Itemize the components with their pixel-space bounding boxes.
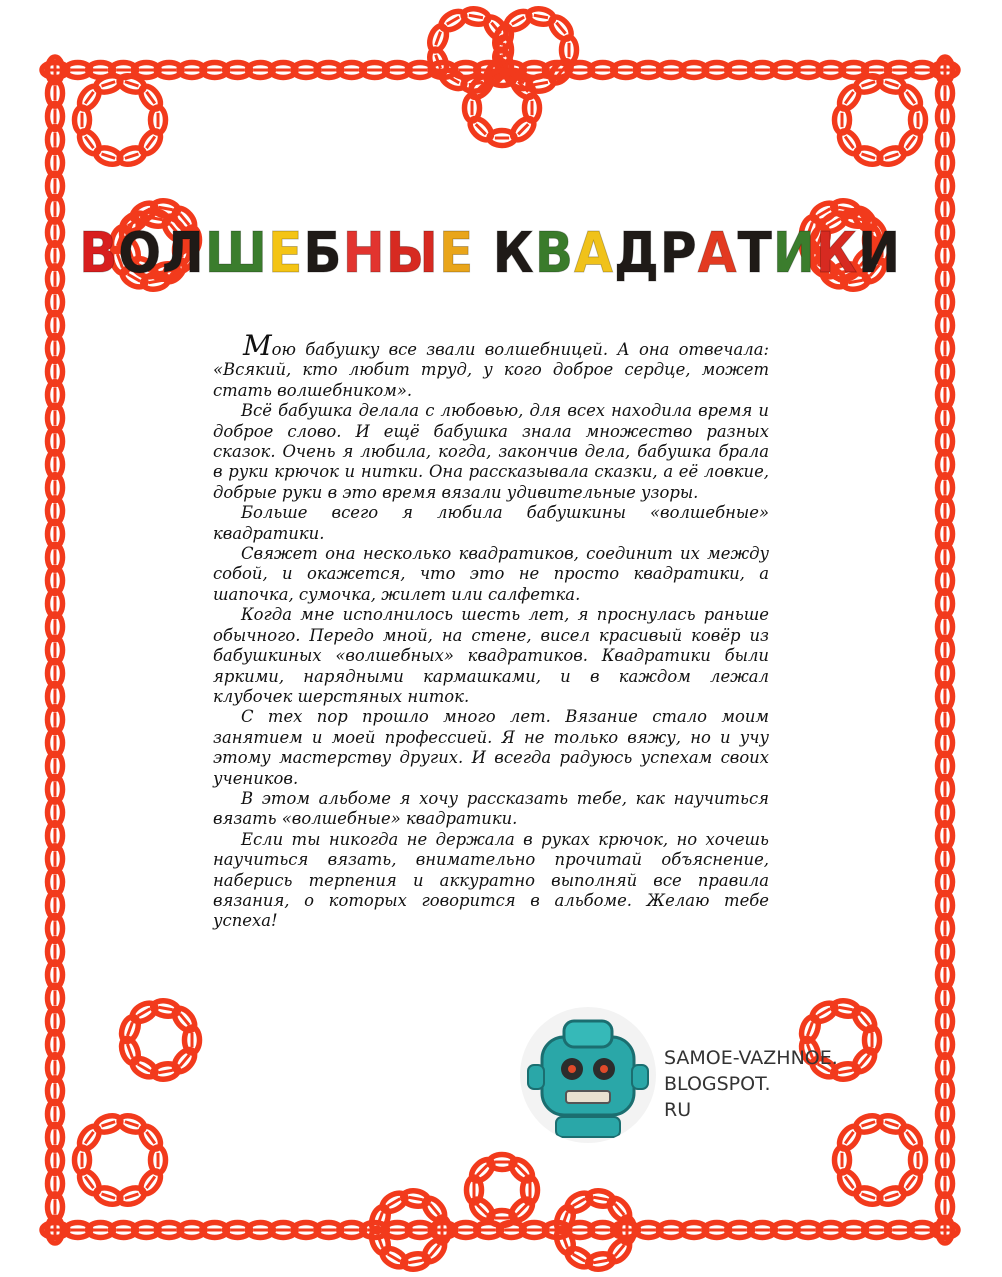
paragraph-4: Свяжет она несколько квадратиков, соединит их между собой, и окажется, что это не просто квадратики, а шапочка, сумочка, жилет или салфетка. (213, 544, 769, 604)
title-letter: Е (438, 220, 475, 286)
title-letter (474, 221, 492, 286)
paragraph-8: Если ты никогда не держала в руках крючок, но хочешь научиться вязать, внимательно прочитай объяснение, наберись терпения и аккуратно выполняй все правила вязания, о которых говорится в альбоме. Желаю тебе успеха! (213, 829, 769, 931)
title-letter: И (772, 220, 816, 286)
title-letter: А (697, 220, 738, 286)
title-letter: К (815, 220, 858, 286)
story-text (213, 329, 769, 932)
paragraph-6: С тех пор прошло много лет. Вязание стало моим занятием и моей профессией. Я не только вяжу, но и учу этому мастерству других. И всегда радуюсь успехам своих учеников. (213, 707, 769, 788)
title-letter: Н (342, 220, 386, 286)
paragraph-7: В этом альбоме я хочу рассказать тебе, как научиться вязать «волшебные» квадратики. (213, 788, 769, 829)
title-letter: В (78, 220, 119, 286)
watermark-text: SAMOE-VAZHNOE. BLOGSPOT. RU (664, 1047, 838, 1121)
drop-cap: М (243, 329, 272, 362)
paragraph-2: Всё бабушка делала с любовью, для всех находила время и доброе слово. И ещё бабушка знала множество разных сказок. Очень я любила, когда, закончив дела, бабушка брала в руки крючок и нитки. Она рассказывала сказки, а её ловкие, добрые руки в это время вязали удивительные узоры. (213, 401, 769, 502)
title-letter: К (492, 220, 535, 286)
title-letter: Б (303, 220, 343, 286)
robot-badge (520, 1007, 656, 1143)
title-letter: Т (737, 220, 773, 286)
title-letter: В (534, 220, 575, 286)
paragraph-1: Мою бабушку все звали волшебницей. А она отвечала: «Всякий, кто любит труд, у кого доброе сердце, может стать волшебником». (213, 329, 769, 400)
robot-icon (520, 1007, 656, 1143)
title-letter: О (118, 220, 163, 286)
title-letter: Р (659, 220, 698, 286)
title-letter: Ы (385, 220, 439, 286)
title-letter: И (857, 220, 902, 286)
paragraph-5: Когда мне исполнилось шесть лет, я проснулась раньше обычного. Передо мной, на стене, висел красивый ковёр из бабушкиных «волшебных» квадратиков. Квадратики были яркими, нарядными кармашками, и в каждом лежал клубочек шерстяных ниток. (213, 605, 769, 706)
page-title (78, 218, 902, 288)
paragraph-3: Больше всего я любила бабушкины «волшебные» квадратики. (213, 503, 769, 543)
title-letter: Л (162, 220, 205, 286)
title-letter: Е (267, 220, 304, 286)
title-letter: А (574, 220, 614, 286)
title-letter: Д (613, 220, 660, 286)
title-letter: Ш (204, 220, 268, 286)
